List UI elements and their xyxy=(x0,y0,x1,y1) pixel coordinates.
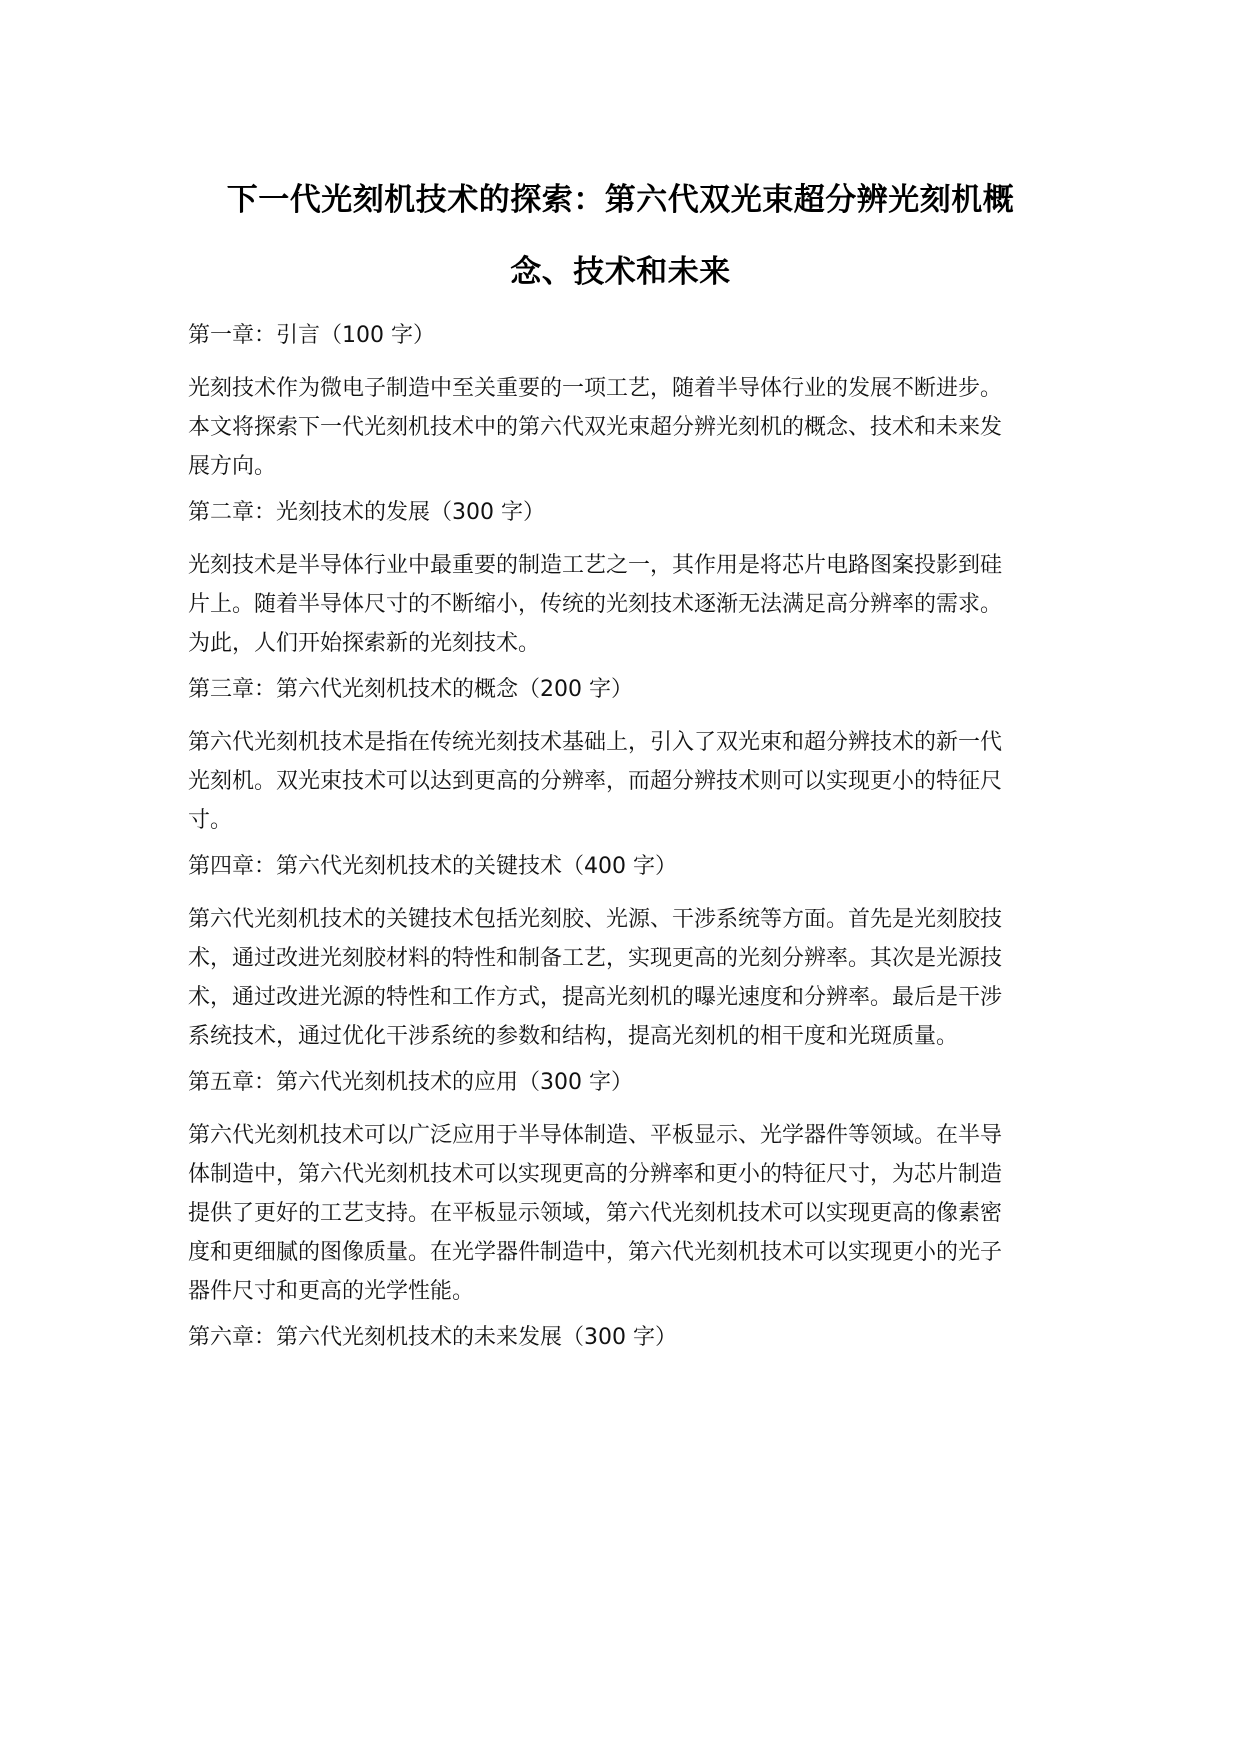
paragraph-line: 术，通过改进光源的特性和工作方式，提高光刻机的曝光速度和分辨率。最后是干涉 xyxy=(188,985,1003,1010)
chapter-2-paragraph xyxy=(188,546,1048,663)
chapter-1-paragraph xyxy=(188,369,1048,486)
paragraph-line: 术，通过改进光刻胶材料的特性和制备工艺，实现更高的光刻分辨率。其次是光源技 xyxy=(188,946,1003,971)
document-title-line-1: 下一代光刻机技术的探索：第六代双光束超分辨光刻机概 xyxy=(226,182,1015,218)
chapter-4-paragraph xyxy=(188,900,1048,1056)
paragraph-line: 本文将探索下一代光刻机技术中的第六代双光束超分辨光刻机的概念、技术和未来发 xyxy=(188,415,1003,440)
paragraph-line: 度和更细腻的图像质量。在光学器件制造中，第六代光刻机技术可以实现更小的光子 xyxy=(188,1240,1003,1265)
paragraph-line: 光刻机。双光束技术可以达到更高的分辨率，而超分辨技术则可以实现更小的特征尺 xyxy=(188,769,1003,794)
chapter-6-heading: 第六章：第六代光刻机技术的未来发展（300 字） xyxy=(188,1325,677,1350)
paragraph-line: 为此，人们开始探索新的光刻技术。 xyxy=(188,631,541,656)
chapter-4-heading: 第四章：第六代光刻机技术的关键技术（400 字） xyxy=(188,854,677,879)
paragraph-line: 第六代光刻机技术是指在传统光刻技术基础上，引入了双光束和超分辨技术的新一代 xyxy=(188,730,1003,755)
chapter-2-heading: 第二章：光刻技术的发展（300 字） xyxy=(188,500,545,525)
chapter-5-paragraph xyxy=(188,1116,1048,1311)
paragraph-line: 第六代光刻机技术的关键技术包括光刻胶、光源、干涉系统等方面。首先是光刻胶技 xyxy=(188,907,1003,932)
chapter-3-paragraph xyxy=(188,723,1048,840)
chapter-3-heading: 第三章：第六代光刻机技术的概念（200 字） xyxy=(188,677,633,702)
chapter-1-heading: 第一章：引言（100 字） xyxy=(188,323,435,348)
paragraph-line: 系统技术，通过优化干涉系统的参数和结构，提高光刻机的相干度和光斑质量。 xyxy=(188,1024,959,1049)
paragraph-line: 展方向。 xyxy=(188,454,277,479)
paragraph-line: 光刻技术作为微电子制造中至关重要的一项工艺，随着半导体行业的发展不断进步。 xyxy=(188,376,1003,401)
chapter-5-heading: 第五章：第六代光刻机技术的应用（300 字） xyxy=(188,1070,633,1095)
paragraph-line: 光刻技术是半导体行业中最重要的制造工艺之一，其作用是将芯片电路图案投影到硅 xyxy=(188,553,1003,578)
paragraph-line: 片上。随着半导体尺寸的不断缩小，传统的光刻技术逐渐无法满足高分辨率的需求。 xyxy=(188,592,1003,617)
paragraph-line: 提供了更好的工艺支持。在平板显示领域，第六代光刻机技术可以实现更高的像素密 xyxy=(188,1201,1003,1226)
paragraph-line: 器件尺寸和更高的光学性能。 xyxy=(188,1279,475,1304)
paragraph-line: 寸。 xyxy=(188,808,233,833)
paragraph-line: 第六代光刻机技术可以广泛应用于半导体制造、平板显示、光学器件等领域。在半导 xyxy=(188,1123,1003,1148)
document-title-line-2: 念、技术和未来 xyxy=(510,254,731,290)
paragraph-line: 体制造中，第六代光刻机技术可以实现更高的分辨率和更小的特征尺寸，为芯片制造 xyxy=(188,1162,1003,1187)
